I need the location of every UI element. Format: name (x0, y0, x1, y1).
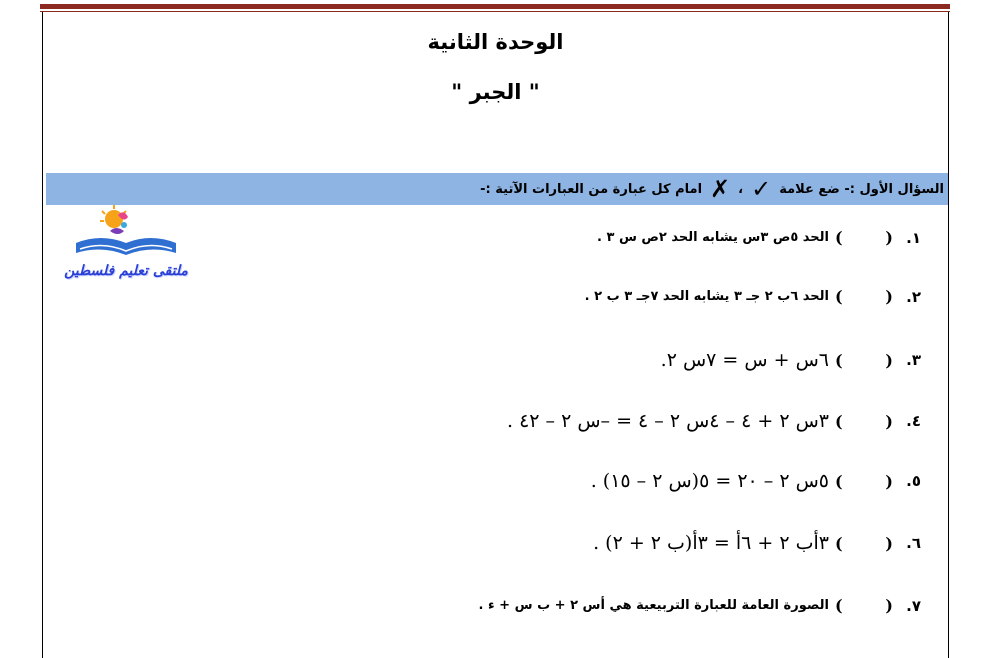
list-item (301, 410, 921, 432)
logo-text: ملتقى تعليم فلسطين (64, 263, 188, 279)
answer-box[interactable]: ( ) (835, 596, 893, 615)
open-book-logo-icon (46, 205, 206, 267)
item-number: ٥. (906, 472, 921, 490)
list-item (301, 532, 921, 554)
answer-box[interactable]: ( ) (835, 287, 893, 306)
answer-box[interactable]: ( ) (835, 350, 893, 370)
item-number: ٤. (906, 412, 921, 430)
answer-box[interactable]: ( ) (835, 533, 893, 553)
item-text: ٦س + س = ٧س ٢. (660, 349, 829, 371)
item-text: الحد ٦ب ٢ جـ ٣ يشابه الحد ٧جـ ٣ ب ٢ . (584, 289, 829, 304)
check-mark-icon: ✓ (751, 175, 772, 203)
subject-title: " الجبر " (451, 80, 540, 104)
unit-title: الوحدة الثانية (427, 30, 564, 54)
list-item (301, 228, 921, 247)
question-suffix: امام كل عبارة من العبارات الآتية :- (480, 181, 703, 197)
answer-box[interactable]: ( ) (835, 411, 893, 431)
header-rule-thick (40, 4, 950, 9)
list-item (301, 287, 921, 306)
item-text: الحد ٥ص ٣س يشابه الحد ٢ص س ٣ . (597, 230, 829, 245)
header-rule-thin (40, 11, 950, 12)
item-number: ٧. (906, 596, 921, 615)
item-number: ٢. (906, 287, 921, 306)
item-number: ١. (906, 228, 921, 247)
page-border-left (42, 12, 43, 658)
answer-box[interactable]: ( ) (835, 228, 893, 247)
answer-box[interactable]: ( ) (835, 471, 893, 491)
question-prefix: السؤال الأول :- ضع علامة (779, 181, 944, 197)
page-border-right (948, 12, 949, 658)
list-item (301, 470, 921, 492)
question-separator: ، (738, 181, 744, 197)
site-logo (46, 205, 206, 295)
item-text: ٣س ٢ + ٤ – ٤س ٢ – ٤ = –س ٢ – ٤٢ . (506, 410, 829, 432)
item-text: الصورة العامة للعبارة التربيعية هي أس ٢ + ب س + ء . (478, 598, 829, 613)
item-number: ٦. (906, 534, 921, 552)
item-text: ٥س ٢ – ٢٠ = ٥(س ٢ – ١٥) . (590, 470, 829, 492)
item-text: ٣أب ٢ + ٦أ = ٣أ(ب ٢ + ٢) . (593, 532, 829, 554)
cross-mark-icon: ✗ (710, 175, 731, 203)
question-instruction-bar (46, 173, 948, 205)
item-number: ٣. (906, 351, 921, 369)
list-item (301, 596, 921, 615)
list-item (301, 349, 921, 371)
